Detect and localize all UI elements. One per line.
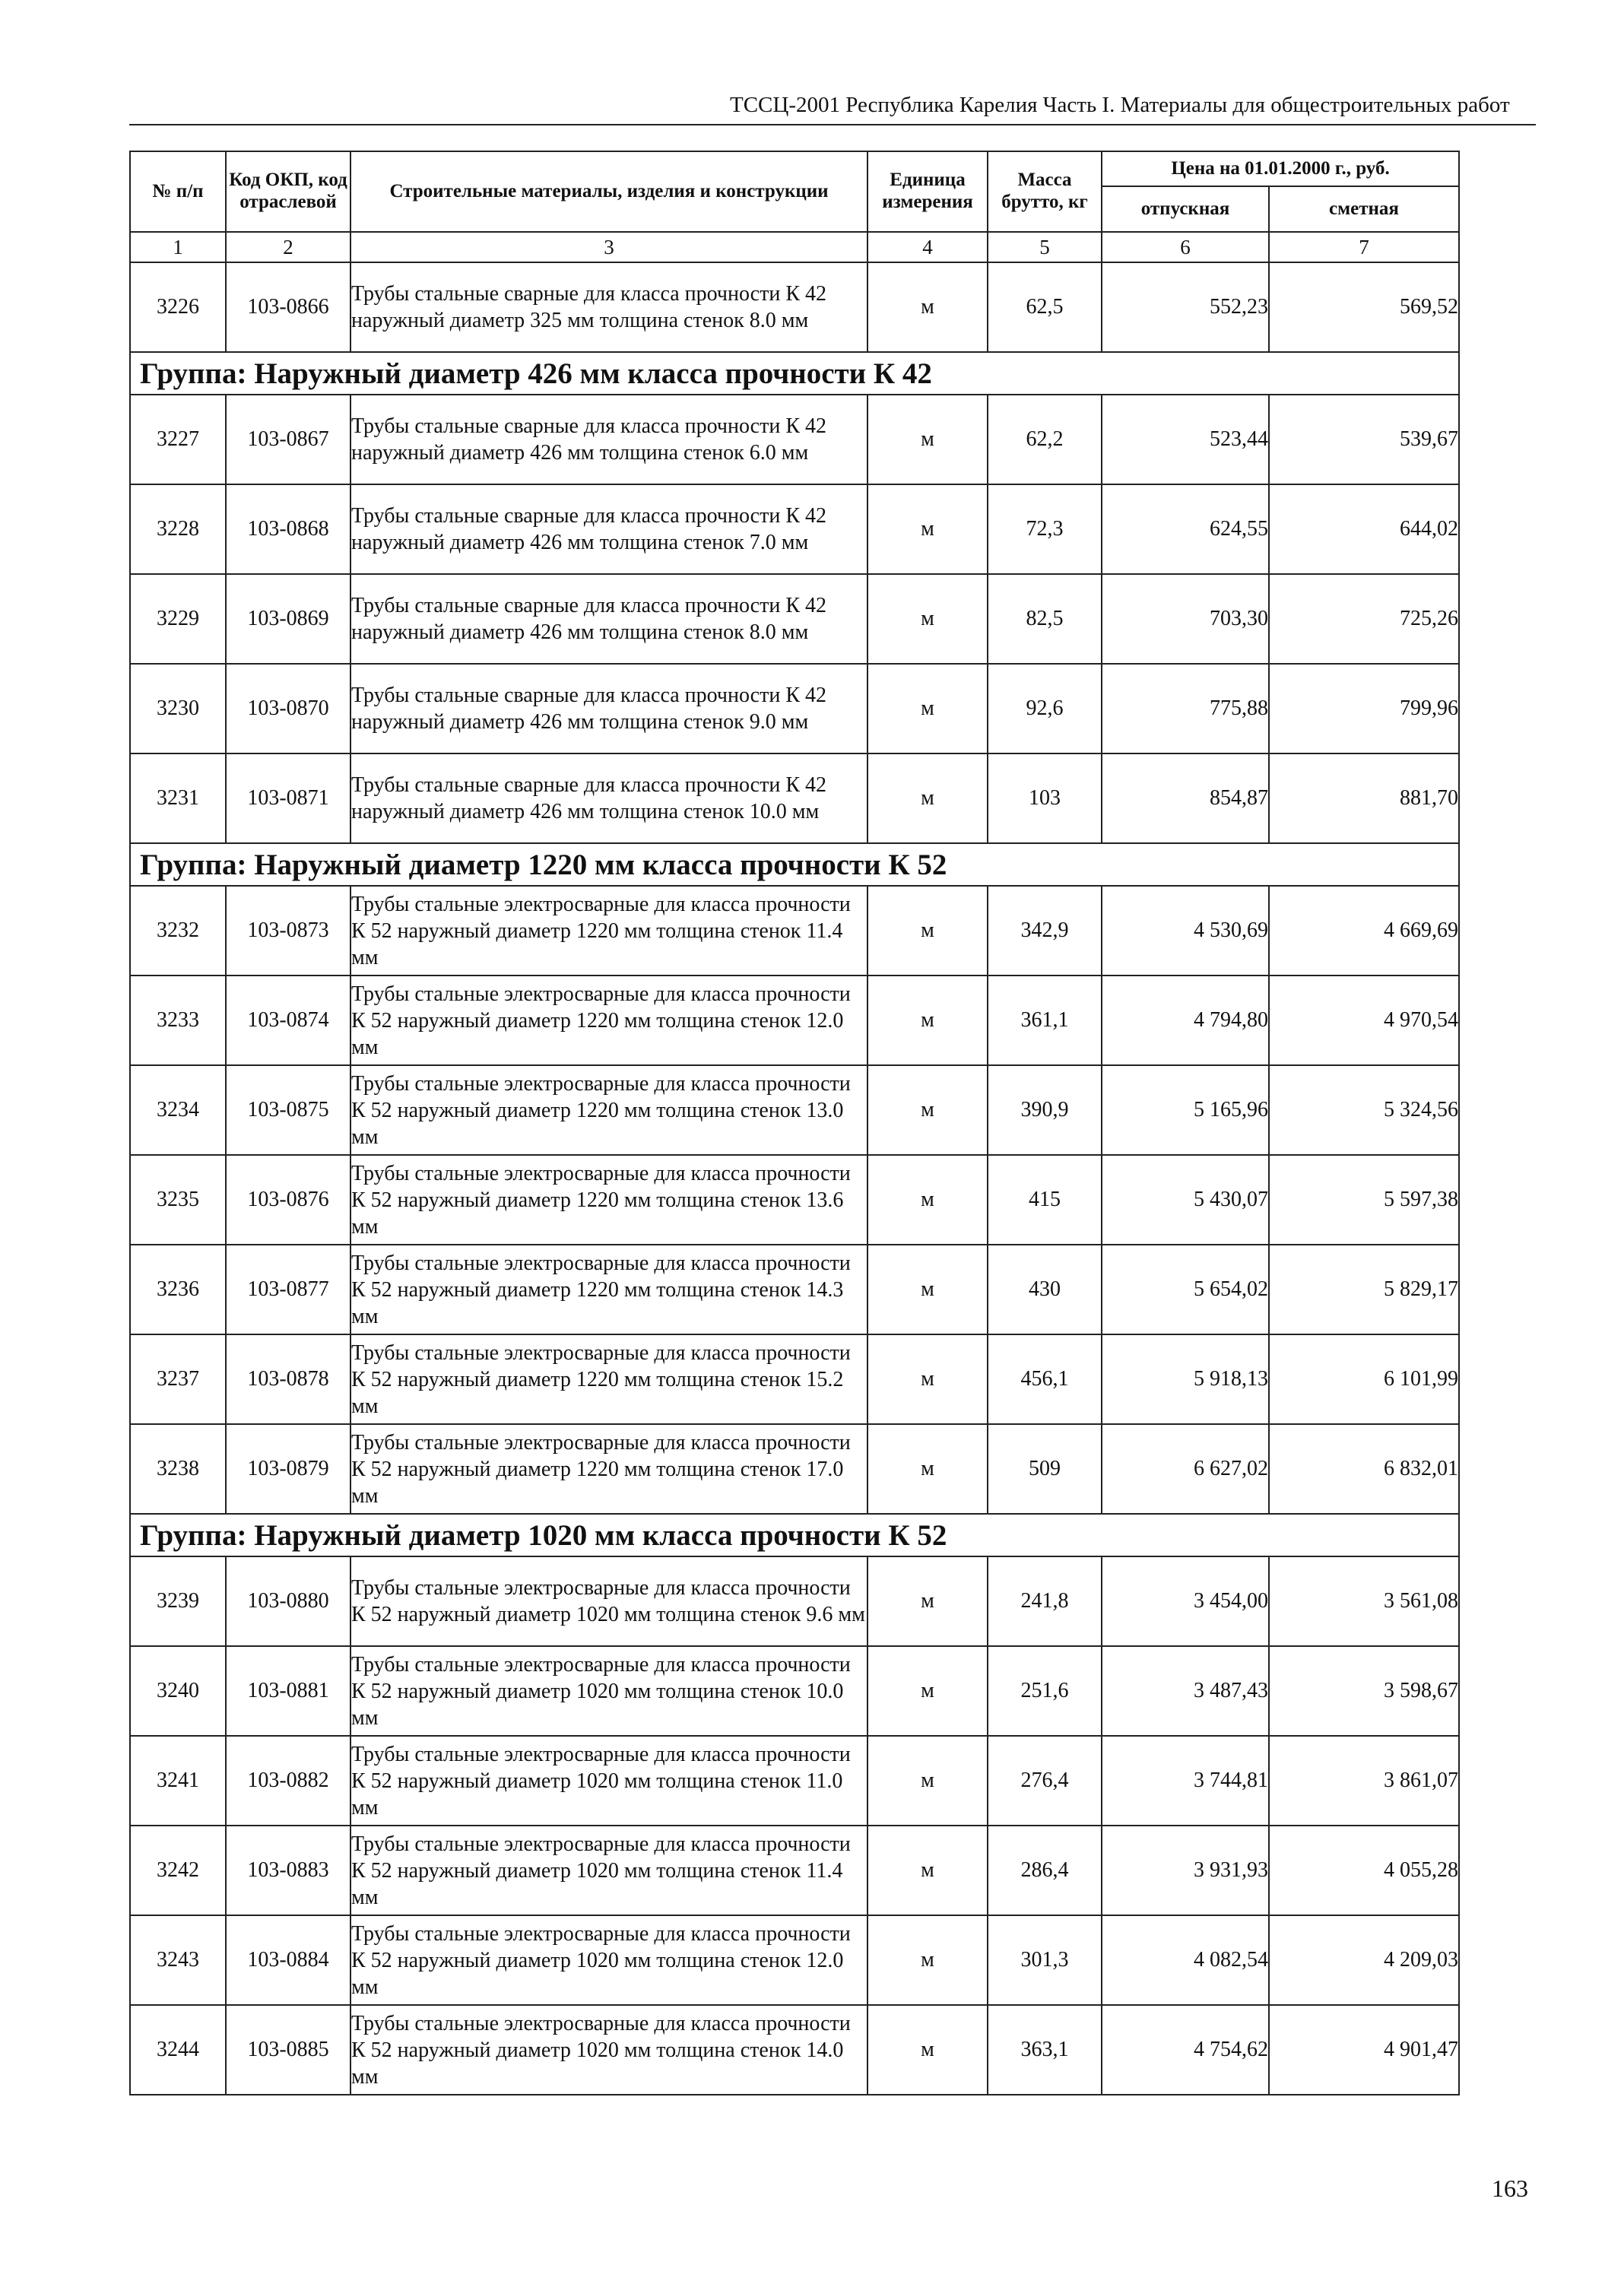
unit-cell: м	[868, 1556, 988, 1646]
table-row	[130, 1334, 1459, 1424]
row-number-cell: 3243	[130, 1915, 226, 2005]
estimate-price-cell: 3 598,67	[1269, 1646, 1459, 1736]
okp-code-cell: 103-0869	[226, 574, 350, 664]
release-price-cell: 5 654,02	[1102, 1245, 1269, 1334]
material-name-cell: Трубы стальные электросварные для класса прочности К 52 наружный диаметр 1220 мм толщина стенок 13.0 мм	[350, 1065, 868, 1155]
release-price-cell: 4 794,80	[1102, 976, 1269, 1065]
unit-cell: м	[868, 2005, 988, 2095]
header-price-estimate: сметная	[1269, 186, 1459, 232]
unit-cell: м	[868, 395, 988, 484]
mass-cell: 415	[988, 1155, 1102, 1245]
header-rule	[129, 124, 1536, 125]
table-row	[130, 2005, 1459, 2095]
column-number: 2	[226, 232, 350, 262]
mass-cell: 72,3	[988, 484, 1102, 574]
okp-code-cell: 103-0883	[226, 1826, 350, 1915]
mass-cell: 286,4	[988, 1826, 1102, 1915]
unit-cell: м	[868, 1646, 988, 1736]
mass-cell: 363,1	[988, 2005, 1102, 2095]
table-row	[130, 1646, 1459, 1736]
okp-code-cell: 103-0878	[226, 1334, 350, 1424]
estimate-price-cell: 4 055,28	[1269, 1826, 1459, 1915]
unit-cell: м	[868, 976, 988, 1065]
row-number-cell: 3238	[130, 1424, 226, 1514]
header-code: Код ОКП, код отраслевой	[226, 151, 350, 232]
material-name-cell: Трубы стальные электросварные для класса прочности К 52 наружный диаметр 1220 мм толщина стенок 11.4 мм	[350, 886, 868, 976]
table-row	[130, 262, 1459, 352]
okp-code-cell: 103-0870	[226, 664, 350, 753]
table-body	[130, 232, 1459, 2095]
unit-cell: м	[868, 484, 988, 574]
column-number: 1	[130, 232, 226, 262]
mass-cell: 251,6	[988, 1646, 1102, 1736]
okp-code-cell: 103-0880	[226, 1556, 350, 1646]
okp-code-cell: 103-0881	[226, 1646, 350, 1736]
estimate-price-cell: 799,96	[1269, 664, 1459, 753]
okp-code-cell: 103-0876	[226, 1155, 350, 1245]
table-row	[130, 886, 1459, 976]
material-name-cell: Трубы стальные электросварные для класса прочности К 52 наружный диаметр 1220 мм толщина стенок 13.6 мм	[350, 1155, 868, 1245]
material-name-cell: Трубы стальные сварные для класса прочности К 42 наружный диаметр 426 мм толщина стенок 6.0 мм	[350, 395, 868, 484]
row-number-cell: 3234	[130, 1065, 226, 1155]
material-name-cell: Трубы стальные электросварные для класса прочности К 52 наружный диаметр 1220 мм толщина стенок 15.2 мм	[350, 1334, 868, 1424]
mass-cell: 92,6	[988, 664, 1102, 753]
mass-cell: 361,1	[988, 976, 1102, 1065]
release-price-cell: 523,44	[1102, 395, 1269, 484]
mass-cell: 241,8	[988, 1556, 1102, 1646]
release-price-cell: 775,88	[1102, 664, 1269, 753]
mass-cell: 103	[988, 753, 1102, 843]
column-number: 5	[988, 232, 1102, 262]
material-name-cell: Трубы стальные сварные для класса прочности К 42 наружный диаметр 325 мм толщина стенок 8.0 мм	[350, 262, 868, 352]
mass-cell: 390,9	[988, 1065, 1102, 1155]
table-row	[130, 1915, 1459, 2005]
table-row	[130, 1736, 1459, 1826]
row-number-cell: 3231	[130, 753, 226, 843]
row-number-cell: 3229	[130, 574, 226, 664]
release-price-cell: 3 744,81	[1102, 1736, 1269, 1826]
material-name-cell: Трубы стальные сварные для класса прочности К 42 наружный диаметр 426 мм толщина стенок 10.0 мм	[350, 753, 868, 843]
material-name-cell: Трубы стальные электросварные для класса прочности К 52 наружный диаметр 1020 мм толщина стенок 9.6 мм	[350, 1556, 868, 1646]
material-name-cell: Трубы стальные электросварные для класса прочности К 52 наружный диаметр 1020 мм толщина стенок 12.0 мм	[350, 1915, 868, 2005]
table-row	[130, 395, 1459, 484]
material-name-cell: Трубы стальные сварные для класса прочности К 42 наружный диаметр 426 мм толщина стенок 7.0 мм	[350, 484, 868, 574]
unit-cell: м	[868, 1826, 988, 1915]
mass-cell: 276,4	[988, 1736, 1102, 1826]
estimate-price-cell: 6 832,01	[1269, 1424, 1459, 1514]
table-row	[130, 1556, 1459, 1646]
mass-cell: 82,5	[988, 574, 1102, 664]
material-name-cell: Трубы стальные электросварные для класса прочности К 52 наружный диаметр 1220 мм толщина стенок 14.3 мм	[350, 1245, 868, 1334]
release-price-cell: 6 627,02	[1102, 1424, 1269, 1514]
okp-code-cell: 103-0873	[226, 886, 350, 976]
row-number-cell: 3240	[130, 1646, 226, 1736]
unit-cell: м	[868, 574, 988, 664]
estimate-price-cell: 6 101,99	[1269, 1334, 1459, 1424]
row-number-cell: 3236	[130, 1245, 226, 1334]
row-number-cell: 3239	[130, 1556, 226, 1646]
table-row	[130, 753, 1459, 843]
row-number-cell: 3232	[130, 886, 226, 976]
material-name-cell: Трубы стальные электросварные для класса прочности К 52 наружный диаметр 1220 мм толщина стенок 17.0 мм	[350, 1424, 868, 1514]
page-header: ТССЦ-2001 Республика Карелия Часть I. Материалы для общестроительных работ	[730, 93, 1510, 117]
row-number-cell: 3228	[130, 484, 226, 574]
okp-code-cell: 103-0871	[226, 753, 350, 843]
okp-code-cell: 103-0877	[226, 1245, 350, 1334]
table-row	[130, 976, 1459, 1065]
material-name-cell: Трубы стальные электросварные для класса прочности К 52 наружный диаметр 1020 мм толщина стенок 10.0 мм	[350, 1646, 868, 1736]
row-number-cell: 3235	[130, 1155, 226, 1245]
estimate-price-cell: 644,02	[1269, 484, 1459, 574]
price-table	[129, 151, 1460, 2095]
unit-cell: м	[868, 1245, 988, 1334]
unit-cell: м	[868, 1155, 988, 1245]
release-price-cell: 4 082,54	[1102, 1915, 1269, 2005]
okp-code-cell: 103-0879	[226, 1424, 350, 1514]
estimate-price-cell: 3 861,07	[1269, 1736, 1459, 1826]
material-name-cell: Трубы стальные электросварные для класса прочности К 52 наружный диаметр 1020 мм толщина стенок 11.4 мм	[350, 1826, 868, 1915]
group-header-row	[130, 352, 1459, 395]
row-number-cell: 3226	[130, 262, 226, 352]
unit-cell: м	[868, 753, 988, 843]
group-title: Группа: Наружный диаметр 1220 мм класса прочности К 52	[130, 843, 1459, 886]
unit-cell: м	[868, 886, 988, 976]
table-row	[130, 574, 1459, 664]
mass-cell: 62,2	[988, 395, 1102, 484]
estimate-price-cell: 5 829,17	[1269, 1245, 1459, 1334]
okp-code-cell: 103-0884	[226, 1915, 350, 2005]
row-number-cell: 3230	[130, 664, 226, 753]
release-price-cell: 703,30	[1102, 574, 1269, 664]
header-mass: Масса брутто, кг	[988, 151, 1102, 232]
column-number: 3	[350, 232, 868, 262]
okp-code-cell: 103-0875	[226, 1065, 350, 1155]
row-number-cell: 3244	[130, 2005, 226, 2095]
estimate-price-cell: 4 209,03	[1269, 1915, 1459, 2005]
header-price-release: отпускная	[1102, 186, 1269, 232]
unit-cell: м	[868, 1915, 988, 2005]
table-row	[130, 1826, 1459, 1915]
unit-cell: м	[868, 1736, 988, 1826]
release-price-cell: 5 918,13	[1102, 1334, 1269, 1424]
release-price-cell: 4 754,62	[1102, 2005, 1269, 2095]
mass-cell: 62,5	[988, 262, 1102, 352]
column-number: 6	[1102, 232, 1269, 262]
material-name-cell: Трубы стальные электросварные для класса прочности К 52 наружный диаметр 1020 мм толщина стенок 11.0 мм	[350, 1736, 868, 1826]
table-row	[130, 1424, 1459, 1514]
material-name-cell: Трубы стальные электросварные для класса прочности К 52 наружный диаметр 1220 мм толщина стенок 12.0 мм	[350, 976, 868, 1065]
unit-cell: м	[868, 1334, 988, 1424]
release-price-cell: 552,23	[1102, 262, 1269, 352]
table-row	[130, 664, 1459, 753]
estimate-price-cell: 5 324,56	[1269, 1065, 1459, 1155]
estimate-price-cell: 4 669,69	[1269, 886, 1459, 976]
unit-cell: м	[868, 1424, 988, 1514]
okp-code-cell: 103-0885	[226, 2005, 350, 2095]
unit-cell: м	[868, 262, 988, 352]
okp-code-cell: 103-0868	[226, 484, 350, 574]
mass-cell: 342,9	[988, 886, 1102, 976]
group-title: Группа: Наружный диаметр 426 мм класса прочности К 42	[130, 352, 1459, 395]
estimate-price-cell: 539,67	[1269, 395, 1459, 484]
mass-cell: 430	[988, 1245, 1102, 1334]
estimate-price-cell: 725,26	[1269, 574, 1459, 664]
okp-code-cell: 103-0866	[226, 262, 350, 352]
table-row	[130, 484, 1459, 574]
header-num: № п/п	[130, 151, 226, 232]
group-header-row	[130, 843, 1459, 886]
estimate-price-cell: 569,52	[1269, 262, 1459, 352]
mass-cell: 301,3	[988, 1915, 1102, 2005]
release-price-cell: 5 430,07	[1102, 1155, 1269, 1245]
column-number: 7	[1269, 232, 1459, 262]
material-name-cell: Трубы стальные электросварные для класса прочности К 52 наружный диаметр 1020 мм толщина стенок 14.0 мм	[350, 2005, 868, 2095]
row-number-cell: 3227	[130, 395, 226, 484]
okp-code-cell: 103-0882	[226, 1736, 350, 1826]
estimate-price-cell: 4 901,47	[1269, 2005, 1459, 2095]
release-price-cell: 4 530,69	[1102, 886, 1269, 976]
unit-cell: м	[868, 664, 988, 753]
release-price-cell: 624,55	[1102, 484, 1269, 574]
row-number-cell: 3233	[130, 976, 226, 1065]
material-name-cell: Трубы стальные сварные для класса прочности К 42 наружный диаметр 426 мм толщина стенок 9.0 мм	[350, 664, 868, 753]
release-price-cell: 5 165,96	[1102, 1065, 1269, 1155]
mass-cell: 509	[988, 1424, 1102, 1514]
row-number-cell: 3242	[130, 1826, 226, 1915]
group-title: Группа: Наружный диаметр 1020 мм класса прочности К 52	[130, 1514, 1459, 1556]
okp-code-cell: 103-0867	[226, 395, 350, 484]
column-number: 4	[868, 232, 988, 262]
row-number-cell: 3241	[130, 1736, 226, 1826]
group-header-row	[130, 1514, 1459, 1556]
release-price-cell: 3 487,43	[1102, 1646, 1269, 1736]
estimate-price-cell: 881,70	[1269, 753, 1459, 843]
row-number-cell: 3237	[130, 1334, 226, 1424]
page-number: 163	[1492, 2175, 1528, 2202]
table-row	[130, 1155, 1459, 1245]
table-row	[130, 1065, 1459, 1155]
header-price-group: Цена на 01.01.2000 г., руб.	[1102, 151, 1459, 186]
header-name: Строительные материалы, изделия и конструкции	[350, 151, 868, 232]
estimate-price-cell: 4 970,54	[1269, 976, 1459, 1065]
table-row	[130, 1245, 1459, 1334]
okp-code-cell: 103-0874	[226, 976, 350, 1065]
unit-cell: м	[868, 1065, 988, 1155]
release-price-cell: 854,87	[1102, 753, 1269, 843]
column-numbers-row	[130, 232, 1459, 262]
material-name-cell: Трубы стальные сварные для класса прочности К 42 наружный диаметр 426 мм толщина стенок 8.0 мм	[350, 574, 868, 664]
release-price-cell: 3 454,00	[1102, 1556, 1269, 1646]
mass-cell: 456,1	[988, 1334, 1102, 1424]
estimate-price-cell: 5 597,38	[1269, 1155, 1459, 1245]
release-price-cell: 3 931,93	[1102, 1826, 1269, 1915]
estimate-price-cell: 3 561,08	[1269, 1556, 1459, 1646]
header-unit: Единица измерения	[868, 151, 988, 232]
